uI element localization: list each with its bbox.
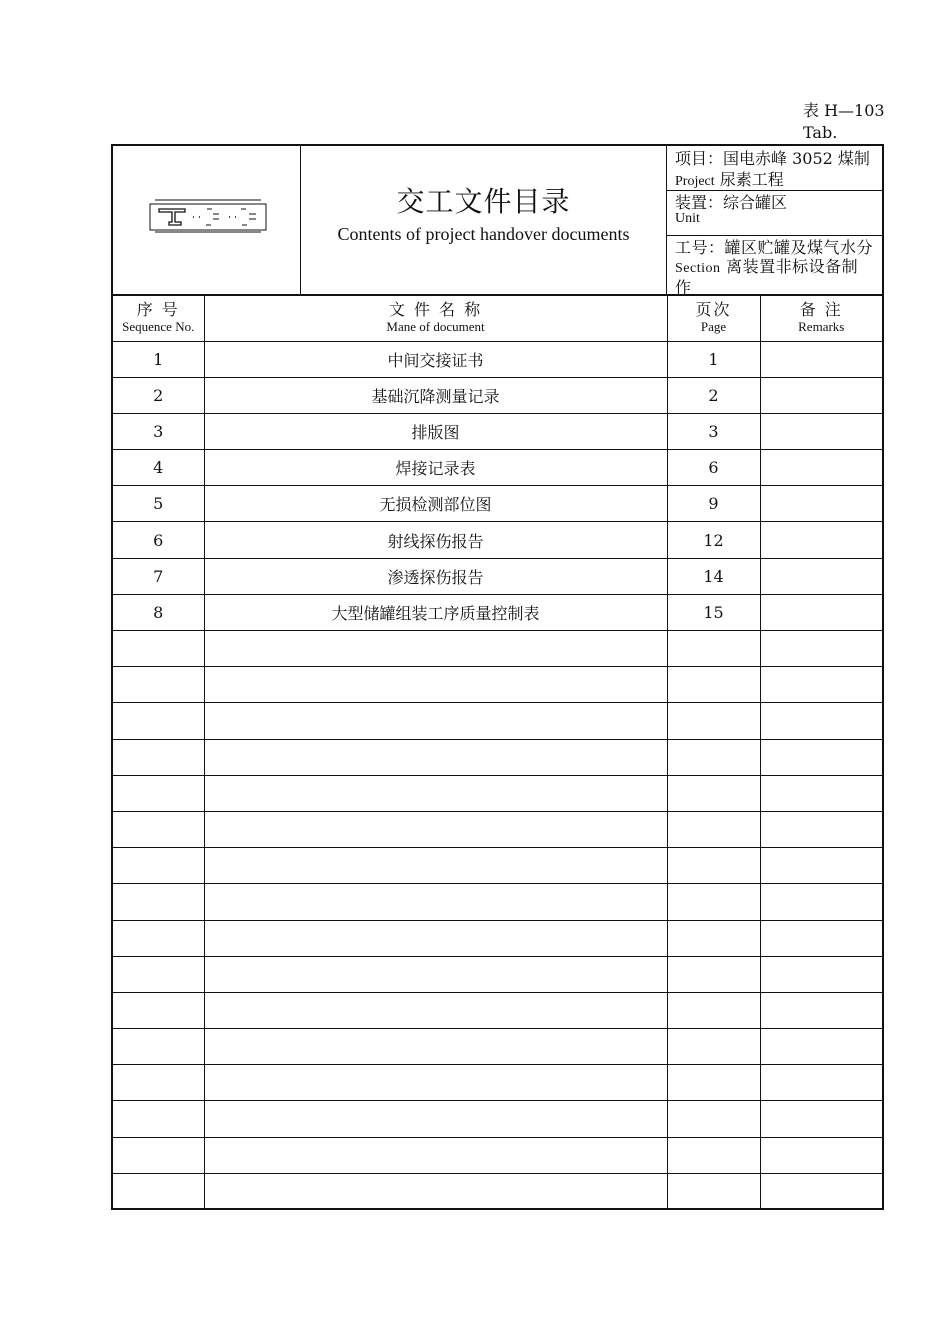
seq-cell xyxy=(113,884,204,920)
unit-label: 装置： xyxy=(675,193,724,212)
page-cell xyxy=(667,920,760,956)
table-row xyxy=(113,341,882,377)
header-block xyxy=(113,146,882,296)
table-row xyxy=(113,522,882,558)
remarks-cell xyxy=(760,667,882,703)
remarks-cell xyxy=(760,920,882,956)
document-title-english: Contents of project handover documents xyxy=(337,224,630,244)
section-value-line2: 离装置非标设备制作 xyxy=(675,257,859,297)
remarks-cell xyxy=(760,992,882,1028)
seq-cell xyxy=(113,1029,204,1065)
page-cell: 12 xyxy=(667,522,760,558)
document-name-cell xyxy=(204,1029,667,1065)
seq-cell: 4 xyxy=(113,450,204,486)
remarks-cell xyxy=(760,739,882,775)
document-name-cell xyxy=(204,739,667,775)
contents-table xyxy=(113,296,882,1208)
form-number: 表 H—103 xyxy=(803,101,885,120)
remarks-cell xyxy=(760,341,882,377)
page-cell xyxy=(667,956,760,992)
seq-cell xyxy=(113,631,204,667)
seq-cell: 7 xyxy=(113,558,204,594)
document-name-cell xyxy=(204,811,667,847)
seq-cell xyxy=(113,1101,204,1137)
table-row xyxy=(113,1065,882,1101)
page-cell xyxy=(667,992,760,1028)
seq-column-header: 序 号 Sequence No. xyxy=(113,296,204,341)
page-cell xyxy=(667,631,760,667)
seq-cell: 8 xyxy=(113,594,204,630)
document-name-cell xyxy=(204,848,667,884)
remarks-cell xyxy=(760,1029,882,1065)
page-cell: 15 xyxy=(667,594,760,630)
page-cell xyxy=(667,1137,760,1173)
unit-field xyxy=(667,191,882,236)
seq-cell: 2 xyxy=(113,377,204,413)
page-cell xyxy=(667,739,760,775)
seq-cell: 3 xyxy=(113,413,204,449)
seq-cell xyxy=(113,1173,204,1208)
remarks-cell xyxy=(760,594,882,630)
form-reference xyxy=(803,100,885,144)
document-name-cell xyxy=(204,1065,667,1101)
page-cell xyxy=(667,1173,760,1208)
seq-cell: 1 xyxy=(113,341,204,377)
project-label: 项目： xyxy=(675,149,724,168)
table-row xyxy=(113,811,882,847)
project-value-line1: 国电赤峰 3052 煤制 xyxy=(723,149,870,168)
remarks-cell xyxy=(760,1065,882,1101)
company-logo-icon xyxy=(149,199,267,233)
section-field xyxy=(667,236,882,297)
remarks-cell xyxy=(760,703,882,739)
table-row xyxy=(113,594,882,630)
page-cell xyxy=(667,1101,760,1137)
document-name-cell: 射线探伤报告 xyxy=(204,522,667,558)
page-cell xyxy=(667,703,760,739)
document-name-cell: 渗透探伤报告 xyxy=(204,558,667,594)
remarks-cell xyxy=(760,558,882,594)
table-row xyxy=(113,1137,882,1173)
table-row xyxy=(113,992,882,1028)
seq-cell: 5 xyxy=(113,486,204,522)
seq-cell xyxy=(113,811,204,847)
remarks-cell xyxy=(760,486,882,522)
seq-cell xyxy=(113,992,204,1028)
document-name-cell: 中间交接证书 xyxy=(204,341,667,377)
table-row xyxy=(113,631,882,667)
column-header-row xyxy=(113,296,882,341)
seq-cell xyxy=(113,739,204,775)
table-row xyxy=(113,377,882,413)
seq-cell xyxy=(113,956,204,992)
remarks-cell xyxy=(760,1173,882,1208)
document-title: 交工文件目录 xyxy=(396,185,571,218)
table-row xyxy=(113,739,882,775)
table-row xyxy=(113,703,882,739)
page-cell xyxy=(667,1029,760,1065)
page-cell xyxy=(667,884,760,920)
remarks-cell xyxy=(760,631,882,667)
document-name-cell xyxy=(204,992,667,1028)
document-name-cell xyxy=(204,703,667,739)
table-row xyxy=(113,920,882,956)
page-cell: 1 xyxy=(667,341,760,377)
table-row xyxy=(113,558,882,594)
form-tab-label: Tab. xyxy=(803,123,838,142)
page-cell xyxy=(667,1065,760,1101)
seq-cell xyxy=(113,703,204,739)
remarks-cell xyxy=(760,450,882,486)
table-row xyxy=(113,667,882,703)
document-name-cell xyxy=(204,667,667,703)
seq-cell xyxy=(113,1065,204,1101)
document-name-cell: 基础沉降测量记录 xyxy=(204,377,667,413)
remarks-cell xyxy=(760,1137,882,1173)
page-cell: 9 xyxy=(667,486,760,522)
remarks-cell xyxy=(760,1101,882,1137)
document-name-cell xyxy=(204,631,667,667)
table-row xyxy=(113,884,882,920)
document-name-cell xyxy=(204,920,667,956)
remarks-cell xyxy=(760,811,882,847)
remarks-cell xyxy=(760,413,882,449)
remarks-cell xyxy=(760,848,882,884)
table-row xyxy=(113,956,882,992)
remarks-cell xyxy=(760,775,882,811)
remarks-column-header: 备 注 Remarks xyxy=(760,296,882,341)
seq-cell xyxy=(113,775,204,811)
table-row xyxy=(113,413,882,449)
document-name-cell xyxy=(204,775,667,811)
section-label: 工号： xyxy=(675,238,725,257)
project-value-line2: 尿素工程 xyxy=(719,170,784,189)
page-cell xyxy=(667,775,760,811)
page-cell xyxy=(667,811,760,847)
page-cell xyxy=(667,667,760,703)
table-row xyxy=(113,1029,882,1065)
page-cell: 2 xyxy=(667,377,760,413)
seq-cell xyxy=(113,667,204,703)
page-cell: 3 xyxy=(667,413,760,449)
table-row xyxy=(113,486,882,522)
title-cell xyxy=(301,146,667,294)
page-column-header: 页次 Page xyxy=(667,296,760,341)
document-name-cell xyxy=(204,1101,667,1137)
table-row xyxy=(113,1173,882,1208)
table-row xyxy=(113,775,882,811)
table-row xyxy=(113,1101,882,1137)
document-name-cell xyxy=(204,1137,667,1173)
seq-cell xyxy=(113,848,204,884)
document-name-cell xyxy=(204,884,667,920)
document-name-cell: 排版图 xyxy=(204,413,667,449)
document-name-cell: 无损检测部位图 xyxy=(204,486,667,522)
document-name-cell: 大型储罐组装工序质量控制表 xyxy=(204,594,667,630)
document-name-cell xyxy=(204,1173,667,1208)
project-label-english: Project xyxy=(675,174,715,189)
page-cell xyxy=(667,848,760,884)
table-row xyxy=(113,450,882,486)
remarks-cell xyxy=(760,377,882,413)
seq-cell xyxy=(113,920,204,956)
name-column-header: 文 件 名 称 Mane of document xyxy=(204,296,667,341)
document-name-cell: 焊接记录表 xyxy=(204,450,667,486)
section-value-line1: 罐区贮罐及煤气水分 xyxy=(724,238,874,257)
table-row xyxy=(113,848,882,884)
document-sheet xyxy=(111,144,884,1210)
unit-label-english: Unit xyxy=(675,211,700,226)
section-label-english: Section xyxy=(675,261,721,276)
page-cell: 14 xyxy=(667,558,760,594)
logo-cell xyxy=(113,146,301,294)
remarks-cell xyxy=(760,884,882,920)
seq-cell: 6 xyxy=(113,522,204,558)
remarks-cell xyxy=(760,956,882,992)
unit-value: 综合罐区 xyxy=(723,193,788,212)
remarks-cell xyxy=(760,522,882,558)
seq-cell xyxy=(113,1137,204,1173)
project-field xyxy=(667,146,882,191)
page-cell: 6 xyxy=(667,450,760,486)
document-name-cell xyxy=(204,956,667,992)
